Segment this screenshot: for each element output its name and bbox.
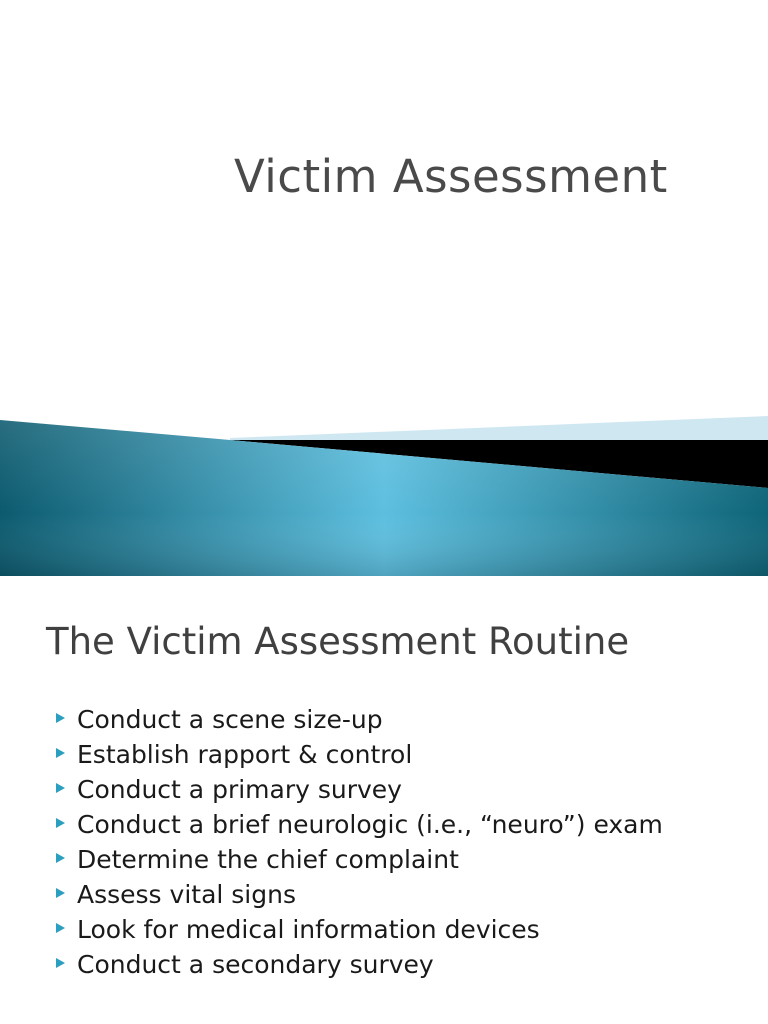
triangle-bullet-icon [56,713,65,723]
list-item: Conduct a brief neurologic (i.e., “neuro”) exam [56,807,746,842]
list-item: Conduct a secondary survey [56,947,746,982]
bullet-list [56,702,746,982]
triangle-bullet-icon [56,888,65,898]
triangle-bullet-icon [56,783,65,793]
slide-heading: The Victim Assessment Routine [46,620,630,663]
list-item: Look for medical information devices [56,912,746,947]
triangle-bullet-icon [56,923,65,933]
triangle-bullet-icon [56,818,65,828]
triangle-bullet-icon [56,853,65,863]
list-item: Conduct a scene size-up [56,702,746,737]
list-item: Conduct a primary survey [56,772,746,807]
list-item: Establish rapport & control [56,737,746,772]
content-slide [0,576,768,1024]
triangle-bullet-icon [56,958,65,968]
light-stripe [230,416,768,440]
slide-title: Victim Assessment [234,150,668,203]
triangle-bullet-icon [56,748,65,758]
list-item: Determine the chief complaint [56,842,746,877]
list-item: Assess vital signs [56,877,746,912]
